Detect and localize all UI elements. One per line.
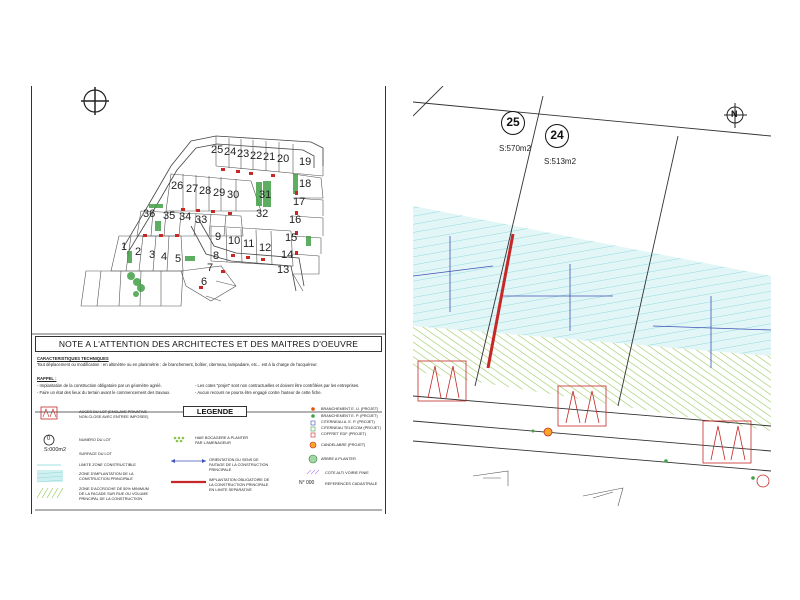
lot-number: 25: [211, 144, 224, 156]
legend-item: ORIENTATION DU SENS DE FAITAGE DE LA CONSTRUCTION PRINCIPALE: [209, 458, 269, 472]
lot-number: 13: [277, 264, 290, 276]
compass-icon: [81, 87, 109, 115]
legend-item: ZONE D'ACCROCHE DE 50% MINIMUM DE LA FACADE SUR RUE OU VOLUME PRINCIPAL DE LA CONSTRUCTION: [79, 487, 149, 501]
legend-item: ACCES DU LOT (ENCLAVE PRIVATIVE NON CLOSE AVEC ENTREE IMPOSEE): [79, 410, 149, 419]
lot-number: 28: [199, 185, 212, 197]
lot-area: S:513m2: [544, 157, 577, 166]
legend-item: NUMERO DU LOT: [79, 438, 111, 442]
plan-sheet-overview: [31, 86, 386, 514]
lot-number: 31: [259, 189, 272, 201]
lot-number: 2: [135, 246, 142, 258]
rappel-line: - Faire un état des lieux du terrain avant le commencement des travaux.: [37, 390, 171, 395]
north-letter: N: [731, 109, 738, 119]
legend-item: BRANCHEMENT E. P. (PROJET): [321, 414, 378, 418]
lot-number: 5: [175, 253, 182, 265]
lot-number: 1: [121, 241, 128, 253]
lot-number: 17: [293, 196, 306, 208]
legend-item: COTE ALTI VOIRIE FINIE: [325, 471, 369, 475]
legend-title: LEGENDE: [183, 406, 247, 417]
legend-item: COFFRET EDF (PROJET): [321, 432, 367, 436]
lot-number: 22: [250, 150, 263, 162]
legend-item: LIMITE ZONE CONSTRUCTIBLE: [79, 463, 136, 467]
tech-heading: CARACTERISTIQUES TECHNIQUES: [37, 356, 109, 361]
lot-number: 20: [277, 153, 290, 165]
lot-number: 7: [207, 262, 214, 274]
lot-number: 27: [186, 183, 199, 195]
lot-number: 16: [289, 214, 302, 226]
lot-number: 9: [215, 231, 222, 243]
note-title: NOTE A L'ATTENTION DES ARCHITECTES ET DES MAITRES D'OEUVRE: [35, 336, 382, 352]
lot-number: 35: [163, 210, 176, 222]
lot-number: 33: [195, 214, 208, 226]
lot-number: 34: [179, 211, 192, 223]
cadastre-symbol: N° 000: [299, 480, 315, 486]
legend-item: CITERNEAU A. E. P. (PROJET): [321, 420, 375, 424]
rappel-line: - Les cotes "projet" sont non contractuelles et doivent être contrôlées par les entreprises.: [195, 383, 360, 388]
site-plan-drawing: [31, 86, 386, 514]
legend-item: CITERNEAU TELECOM (PROJET): [321, 426, 381, 430]
lot-number: 10: [228, 235, 241, 247]
lot-number: 18: [299, 178, 312, 190]
legend-item: CANDELABRE (PROJET): [321, 443, 366, 447]
lot-number: 11: [243, 238, 255, 250]
lot-number: 26: [171, 180, 184, 192]
lot-number: 15: [285, 232, 298, 244]
legend-item: REFERENCES CADASTRALE: [325, 482, 378, 486]
plan-sheet-detail: [413, 86, 771, 514]
lot-number: 24: [224, 146, 237, 158]
lot-area: S:570m2: [499, 144, 532, 153]
legend-item: BRANCHEMENT E. U. (PROJET): [321, 407, 379, 411]
legend-item: IMPLANTATION OBLIGATOIRE DE LA CONSTRUCTION PRINCIPALE EN LIMITE SEPARATIVE: [209, 478, 270, 492]
lot-number: 32: [256, 208, 269, 220]
lot-number: 19: [299, 156, 312, 168]
lot-number: 14: [281, 249, 294, 261]
lot-number: 29: [213, 187, 226, 199]
lot-number-badge: 25: [501, 111, 525, 135]
lot-number: 21: [263, 151, 276, 163]
legend-item: ARBRE A PLANTER: [321, 457, 356, 461]
rappel-line: - Aucun recours ne pourra être engagé contre l'auteur de cette fiche.: [195, 390, 322, 395]
tech-line: Tout déplacement ou modification : en altimétrie ou en planimétrie : de branchement, boîtier, citerneau, lampadaire, etc... est à la charge de l'acquéreur.: [37, 362, 318, 367]
rappel-heading: RAPPEL :: [37, 376, 57, 381]
legend-item: HAIE BOCAGERE A PLANTER PAR L'AMENAGEUR: [195, 436, 249, 445]
lot-number: 30: [227, 189, 240, 201]
lot-number-symbol: 0: [47, 436, 51, 442]
lot-number: 23: [237, 148, 250, 160]
lot-number: 3: [149, 249, 156, 261]
lot-detail-drawing: [413, 86, 771, 514]
lot-number: 4: [161, 251, 168, 263]
lot-number: 12: [259, 242, 272, 254]
rappel-line: - Implantation de la construction obligatoire par un géomètre agréé.: [37, 383, 162, 388]
surface-symbol: S:000m2: [44, 447, 67, 453]
lot-number: 6: [201, 276, 208, 288]
lot-number-badge: 24: [545, 124, 569, 148]
legend-item: ZONE D'IMPLANTATION DE LA CONSTRUCTION PRINCIPALE: [79, 472, 134, 481]
lot-number: 36: [143, 208, 156, 220]
legend-item: SURFACE DU LOT: [79, 452, 112, 456]
lot-number: 8: [213, 250, 220, 262]
